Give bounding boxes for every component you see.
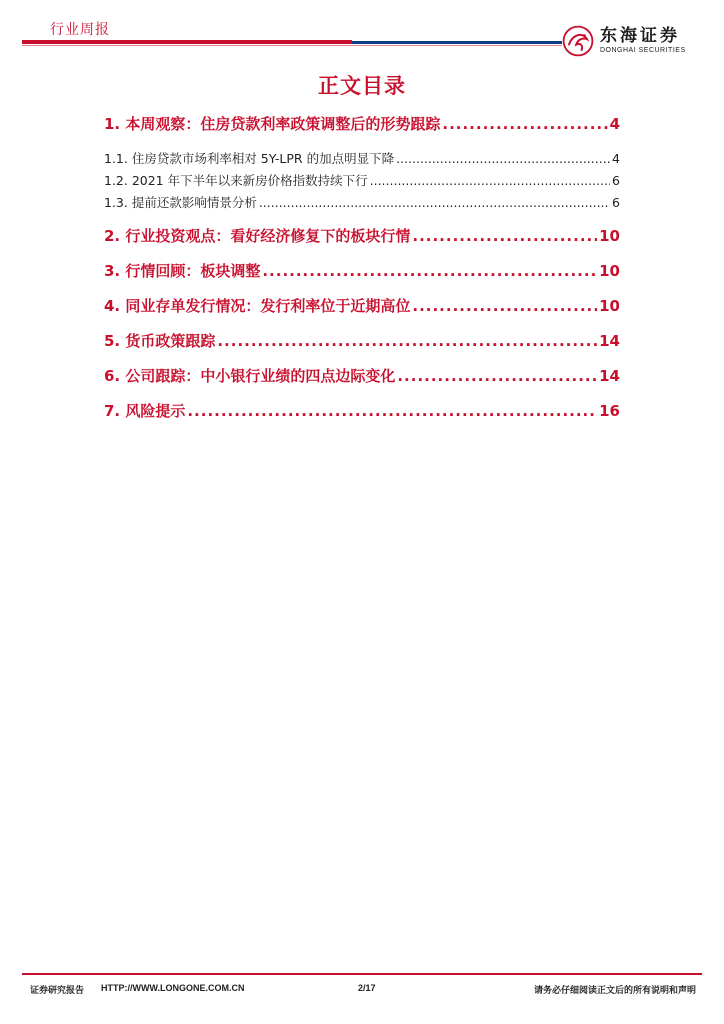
logo-text: [600, 26, 686, 56]
dragon-logo-icon: [560, 23, 596, 59]
toc-entry-label: 7. 风险提示: [104, 402, 186, 420]
toc-entry-page: 10: [599, 227, 620, 245]
toc-entry[interactable]: [104, 193, 620, 211]
company-logo: [560, 20, 705, 62]
toc-dot-leader: [217, 332, 597, 350]
toc-dot-leader: [442, 115, 607, 133]
toc-entry[interactable]: [104, 171, 620, 189]
toc-entry-page: 14: [599, 367, 620, 385]
toc-dot-leader: [262, 262, 597, 280]
header-divider-blue: [352, 41, 562, 44]
footer-report-type: 证券研究报告: [30, 986, 85, 996]
toc-dot-leader: [187, 402, 597, 420]
toc-dot-leader: [259, 195, 610, 210]
logo-name-cn: 东海证券: [600, 26, 680, 46]
toc-entry-page: 4: [609, 115, 620, 133]
toc-dot-leader: [370, 173, 610, 188]
toc-entry-page: 16: [599, 402, 620, 420]
toc-entry-page: 6: [612, 173, 620, 188]
toc-entry-label: 1. 本周观察：住房贷款利率政策调整后的形势跟踪: [104, 115, 441, 133]
toc-dot-leader: [397, 367, 597, 385]
toc-entry-label: 3. 行情回顾：板块调整: [104, 262, 261, 280]
header-divider-red: [22, 40, 352, 44]
toc-entry-label: 2. 行业投资观点：看好经济修复下的板块行情: [104, 227, 411, 245]
toc-entry[interactable]: [104, 149, 620, 167]
page-number: 2/17: [358, 983, 376, 993]
toc-entry-page: 6: [612, 195, 620, 210]
footer-divider: [22, 973, 702, 975]
toc-entry-label: 4. 同业存单发行情况：发行利率位于近期高位: [104, 297, 411, 315]
toc-entry-label: 1.2. 2021 年下半年以来新房价格指数持续下行: [104, 173, 368, 188]
report-category: 行业周报: [50, 22, 110, 38]
footer-website-link[interactable]: HTTP://WWW.LONGONE.COM.CN: [101, 983, 245, 993]
toc-entry[interactable]: [104, 400, 620, 421]
page-title: 正文目录: [318, 74, 406, 98]
toc-entry-label: 5. 货币政策跟踪: [104, 332, 216, 350]
toc-dot-leader: [412, 227, 597, 245]
toc-entry-page: 14: [599, 332, 620, 350]
toc-entry[interactable]: [104, 260, 620, 281]
toc-entry-page: 10: [599, 262, 620, 280]
logo-name-en: DONGHAI SECURITIES: [600, 47, 686, 54]
footer-disclaimer: 请务必仔细阅读正文后的所有说明和声明: [533, 986, 696, 996]
toc-entry[interactable]: [104, 225, 620, 246]
toc-entry-label: 1.1. 住房贷款市场利率相对 5Y-LPR 的加点明显下降: [104, 151, 395, 166]
toc-entry-label: 1.3. 提前还款影响情景分析: [104, 195, 257, 210]
toc-entry-page: 10: [599, 297, 620, 315]
toc-dot-leader: [396, 151, 610, 166]
toc-entry[interactable]: [104, 295, 620, 316]
toc-entry-label: 6. 公司跟踪：中小银行业绩的四点边际变化: [104, 367, 396, 385]
header-divider-thin: [22, 45, 562, 46]
toc-entry[interactable]: [104, 330, 620, 351]
toc-entry[interactable]: [104, 113, 620, 134]
toc-dot-leader: [412, 297, 597, 315]
toc-entry-page: 4: [612, 151, 620, 166]
toc-entry[interactable]: [104, 365, 620, 386]
